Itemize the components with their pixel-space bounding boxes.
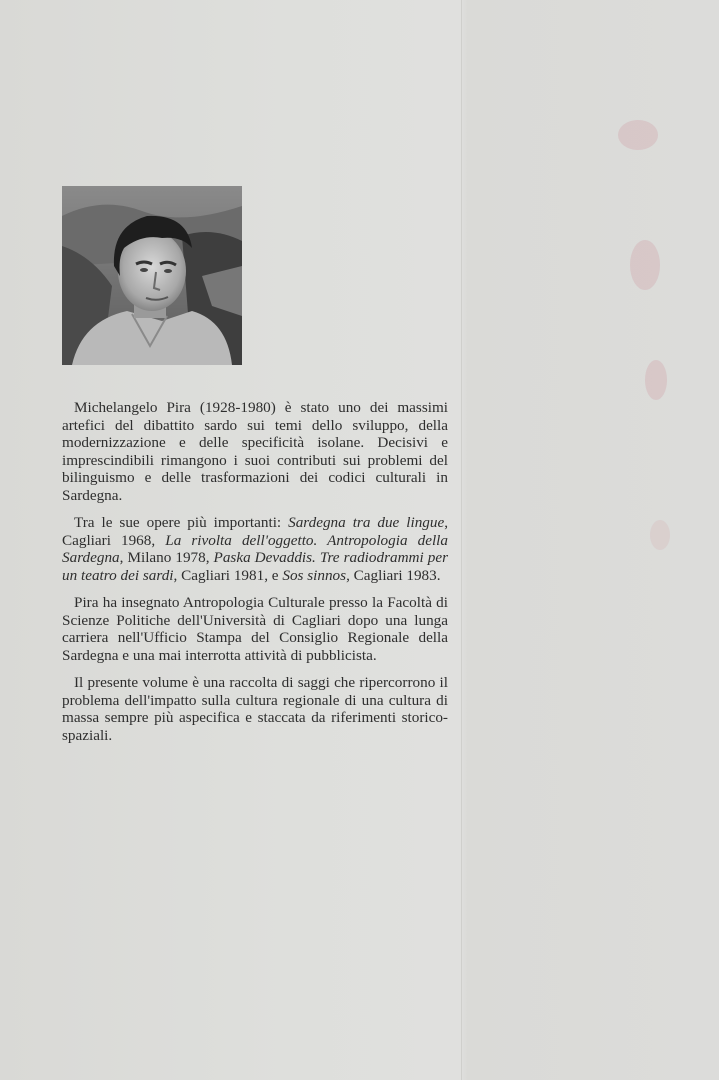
bio-paragraph-intro: Michelangelo Pira (1928-1980) è stato uno dei massimi artefici del dibattito sardo sui temi dello sviluppo, della modernizzazione e delle specificità isolane. Decisivi e imprescindibili rimangono i suoi contributi sui problemi del bilinguismo e delle trasformazioni dei codici culturali in Sardegna.: [62, 399, 448, 504]
work-details: , Cagliari 1968,: [62, 514, 449, 549]
work-details: , Cagliari 1981, e: [173, 566, 283, 584]
work-details: , Cagliari 1983.: [346, 566, 441, 584]
paper-stain: [645, 360, 667, 400]
work-title: Paska Devaddis. Tre radiodrammi per un teatro dei sardi: [62, 549, 448, 584]
page-fold-line: [461, 0, 462, 1080]
author-portrait: [62, 186, 242, 365]
bio-paragraph-career: Pira ha insegnato Antropologia Culturale presso la Facoltà di Scienze Politiche dell'Università di Cagliari dopo una lunga carriera nell'Ufficio Stampa del Consiglio Regionale della Sardegna e una mai interrotta attività di pubblicista.: [62, 594, 448, 664]
work-title: Sardegna tra due lingue: [288, 514, 445, 531]
work-title: La rivolta dell'oggetto. Antropologia della Sardegna: [62, 531, 448, 566]
paper-stain: [618, 120, 658, 150]
work-title: Sos sinnos: [282, 566, 347, 584]
bio-paragraph-works: [62, 514, 448, 584]
author-biography: [62, 399, 448, 754]
work-details: , Milano 1978,: [119, 549, 214, 566]
works-intro-text: Tra le sue opere più importanti:: [74, 514, 289, 531]
bio-paragraph-volume: Il presente volume è una raccolta di saggi che ripercorrono il problema dell'impatto sulla cultura regionale di una cultura di massa sempre più aspecifica e staccata da riferimenti storico-spaziali.: [62, 674, 448, 744]
author-photo-icon: [62, 186, 242, 365]
paper-stain: [650, 520, 670, 550]
paper-stain: [630, 240, 660, 290]
